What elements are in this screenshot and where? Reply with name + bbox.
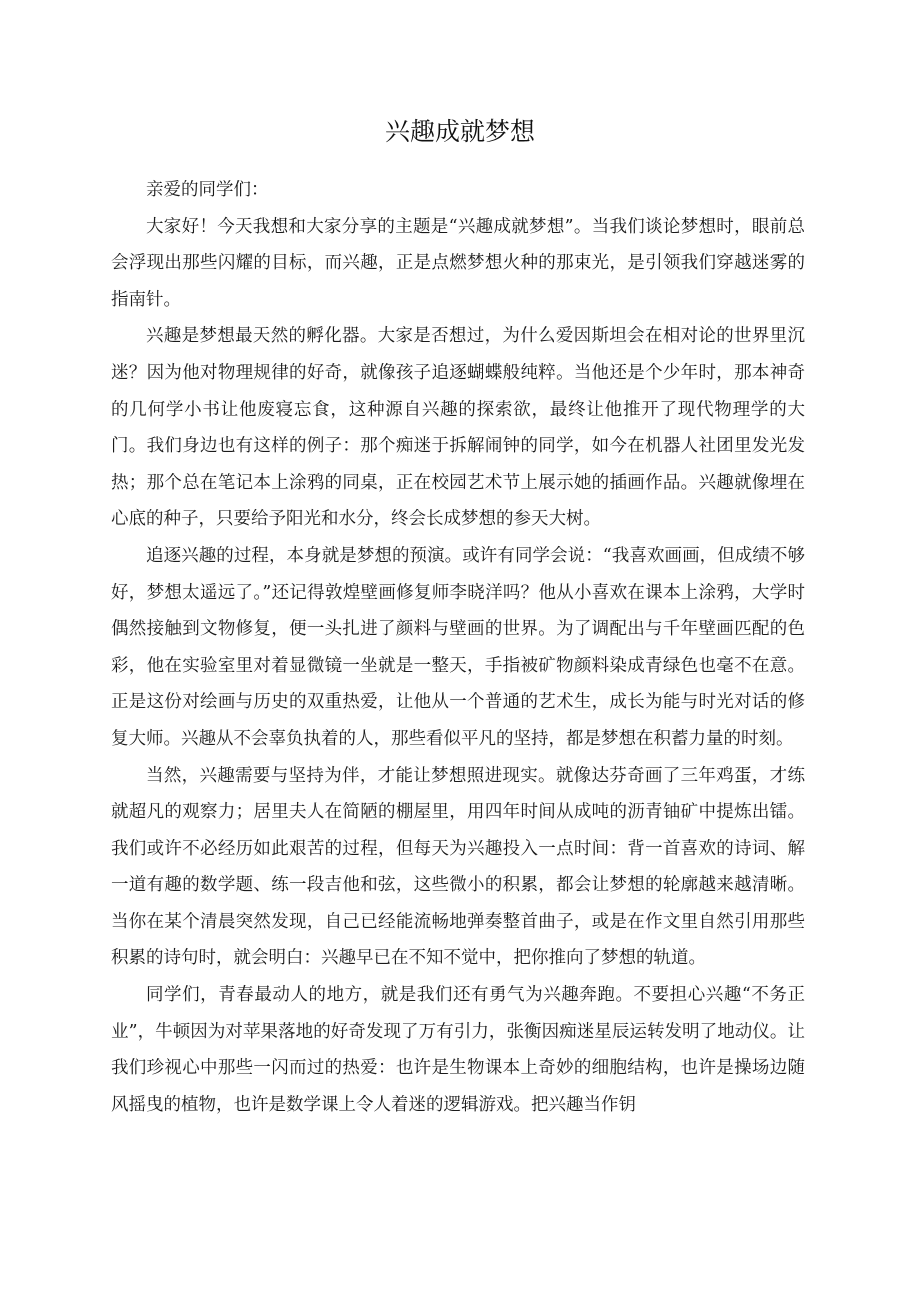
paragraph-youth-courage: 同学们，青春最动人的地方，就是我们还有勇气为兴趣奔跑。不要担心兴趣“不务正业”，牛顿因为对苹果落地的好奇发现了万有引力，张衡因痴迷星辰运转发明了地动仪。让我们珍视心中那些一闪而过的热爱：也许是生物课本上奇妙的细胞结构，也许是操场边随风摇曳的植物，也许是数学课上令人着迷的逻辑游戏。把兴趣当作钥 [111, 985, 805, 1115]
document-body [111, 172, 805, 1123]
salutation: 亲爱的同学们： [146, 180, 269, 200]
paragraph-intro: 大家好！今天我想和大家分享的主题是“兴趣成就梦想”。当我们谈论梦想时，眼前总会浮现出那些闪耀的目标，而兴趣，正是点燃梦想火种的那束光，是引领我们穿越迷雾的指南针。 [111, 216, 805, 310]
paragraph-interest-incubator: 兴趣是梦想最天然的孵化器。大家是否想过，为什么爱因斯坦会在相对论的世界里沉迷？因为他对物理规律的好奇，就像孩子追逐蝴蝶般纯粹。当他还是个少年时，那本神奇的几何学小书让他废寝忘食，这种源自兴趣的探索欲，最终让他推开了现代物理学的大门。我们身边也有这样的例子：那个痴迷于拆解闹钟的同学，如今在机器人社团里发光发热；那个总在笔记本上涂鸦的同桌，正在校园艺术节上展示她的插画作品。兴趣就像埋在心底的种子，只要给予阳光和水分，终会长成梦想的参天大树。 [111, 326, 805, 530]
document-title: 兴趣成就梦想 [384, 117, 535, 146]
paragraph-pursuit-rehearsal: 追逐兴趣的过程，本身就是梦想的预演。或许有同学会说：“我喜欢画画，但成绩不够好，梦想太遥远了。”还记得敦煌壁画修复师李晓洋吗？他从小喜欢在课本上涂鸦，大学时偶然接触到文物修复，便一头扎进了颜料与壁画的世界。为了调配出与千年壁画匹配的色彩，他在实验室里对着显微镜一坐就是一整天，手指被矿物颜料染成青绿色也毫不在意。正是这份对绘画与历史的双重热爱，让他从一个普通的艺术生，成长为能与时光对话的修复大师。兴趣从不会辜负执着的人，那些看似平凡的坚持，都是梦想在积蓄力量的时刻。 [111, 545, 805, 749]
paragraph-persistence: 当然，兴趣需要与坚持为伴，才能让梦想照进现实。就像达芬奇画了三年鸡蛋，才练就超凡的观察力；居里夫人在简陋的棚屋里，用四年时间从成吨的沥青铀矿中提炼出镭。我们或许不必经历如此艰苦的过程，但每天为兴趣投入一点时间：背一首喜欢的诗词、解一道有趣的数学题、练一段吉他和弦，这些微小的积累，都会让梦想的轮廓越来越清晰。当你在某个清晨突然发现，自己已经能流畅地弹奏整首曲子，或是在作文里自然引用那些积累的诗句时，就会明白：兴趣早已在不知不觉中，把你推向了梦想的轨道。 [111, 765, 805, 969]
